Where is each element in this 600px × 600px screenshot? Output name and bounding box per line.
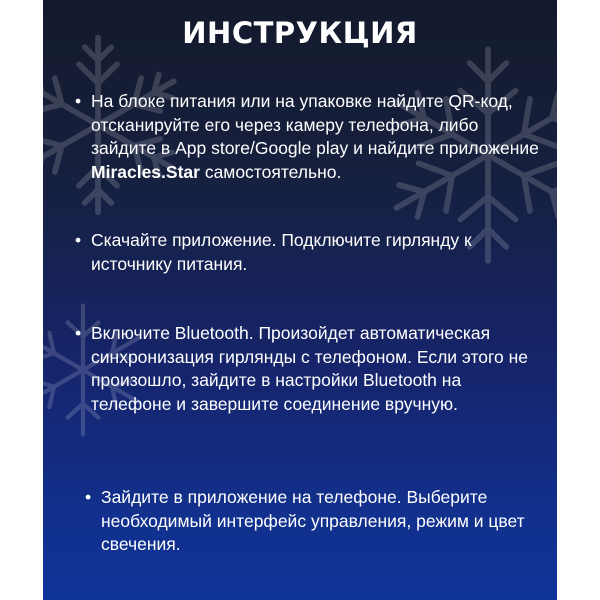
instruction-text: самостоятельно. <box>199 161 342 182</box>
app-name: Miracles.Star <box>91 161 200 182</box>
instruction-card <box>43 0 557 600</box>
bullet: • <box>75 230 82 250</box>
instruction-text: Зайдите в приложение на телефоне. Выберите необходимый интерфейс управления, режим и цвет свечения. <box>101 487 525 554</box>
instruction-item-4 <box>85 486 551 557</box>
page-title: ИНСТРУКЦИЯ <box>182 16 418 50</box>
bullet: • <box>85 487 92 507</box>
instruction-item-1 <box>75 90 543 184</box>
bullet: • <box>75 91 82 111</box>
instruction-item-3 <box>75 322 531 416</box>
bullet: • <box>75 323 82 343</box>
instruction-text: Скачайте приложение. Подключите гирлянду к источнику питания. <box>91 230 472 274</box>
instruction-text: Включите Bluetooth. Произойдет автоматическая синхронизация гирлянды с телефоном. Если этого не произошло, зайдите в настройки Bluetooth на телефоне и завершите соединение вручную. <box>91 323 529 414</box>
instruction-item-2 <box>75 229 541 276</box>
instruction-text: На блоке питания или на упаковке найдите QR-код, отсканируйте его через камеру телефона, либо зайдите в App store/Google play и найдите приложение <box>91 91 539 158</box>
